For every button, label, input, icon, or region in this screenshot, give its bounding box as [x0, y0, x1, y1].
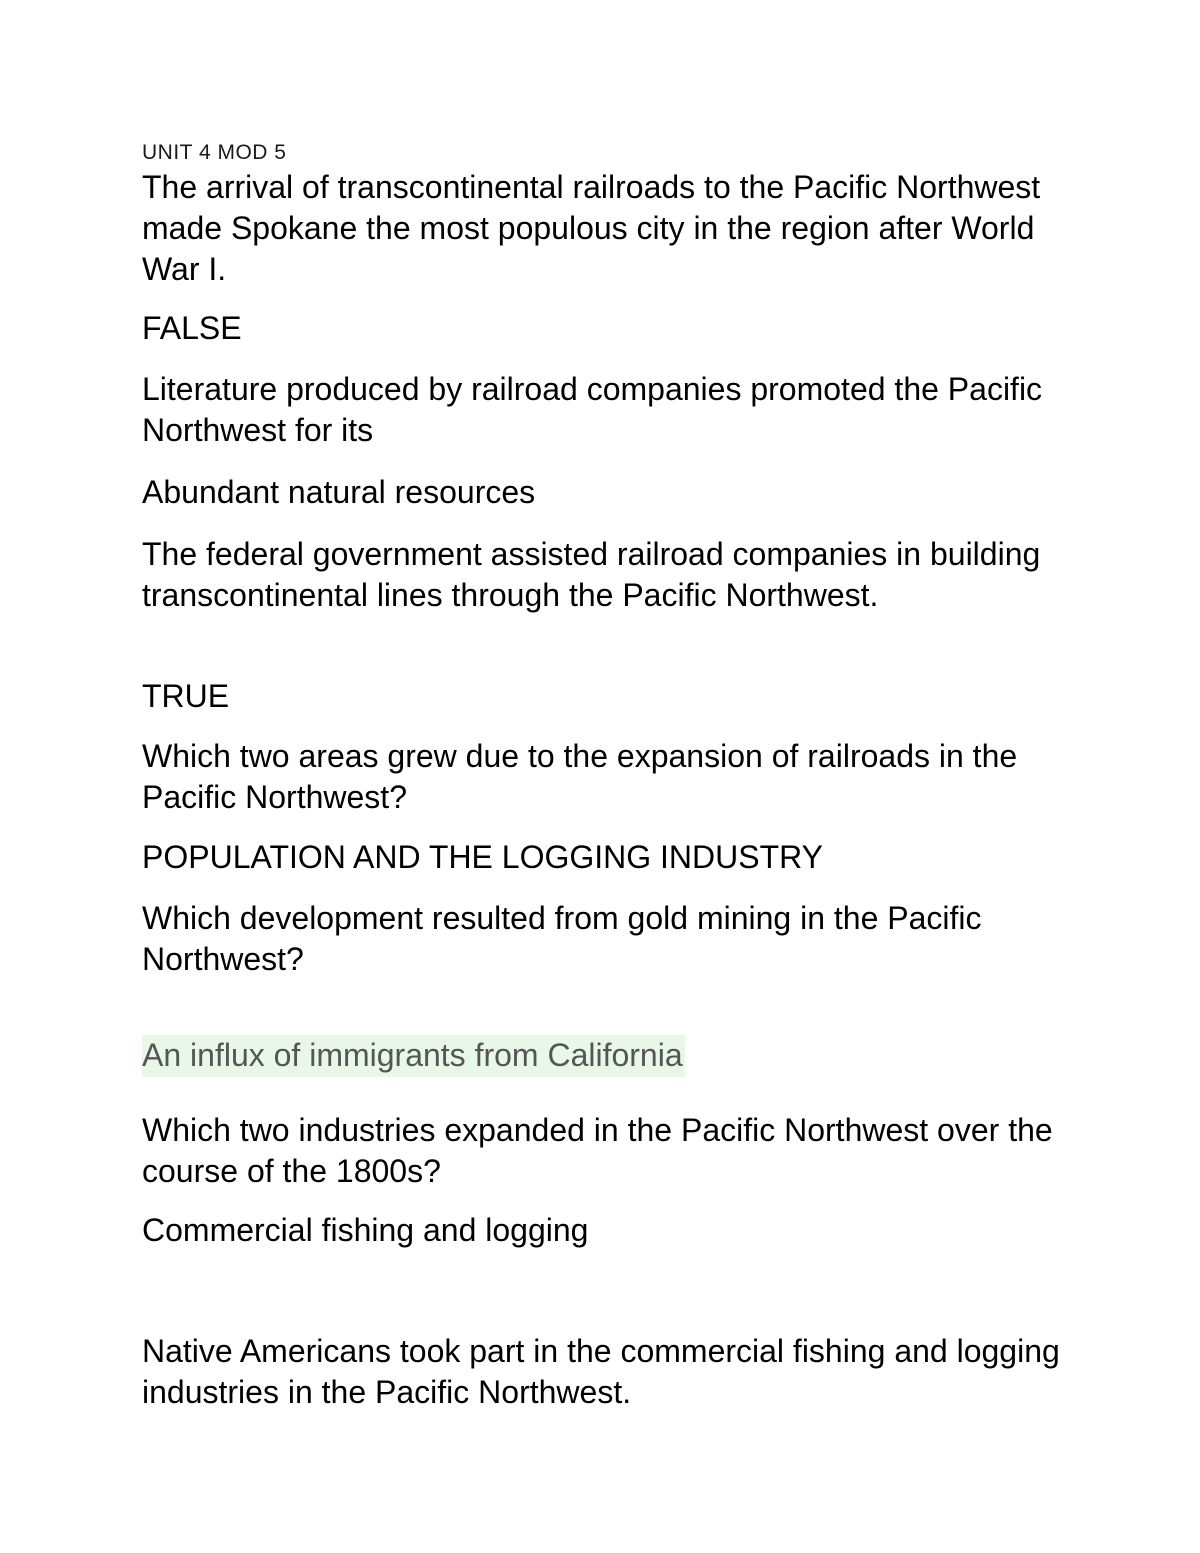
- answer-natural-resources: Abundant natural resources: [142, 474, 536, 510]
- question-gold-mining: Which development resulted from gold mining in the Pacific Northwest?: [142, 900, 982, 977]
- answer-influx-highlighted: [142, 1035, 1082, 1076]
- question-two-industries: Which two industries expanded in the Pacific Northwest over the course of the 1800s?: [142, 1112, 1053, 1189]
- document-heading: UNIT 4 MOD 5: [142, 141, 287, 164]
- highlighted-text: An influx of immigrants from California: [142, 1035, 685, 1077]
- question-federal-government: The federal government assisted railroad companies in building transcontinental lines through the Pacific Northwest.: [142, 536, 1041, 613]
- answer-false: FALSE: [142, 310, 242, 346]
- answer-population-logging: POPULATION AND THE LOGGING INDUSTRY: [142, 839, 824, 875]
- question-two-areas: Which two areas grew due to the expansion of railroads in the Pacific Northwest?: [142, 738, 1018, 815]
- answer-true: TRUE: [142, 678, 230, 714]
- question-literature: Literature produced by railroad companies promoted the Pacific Northwest for its: [142, 371, 1043, 448]
- question-spokane: The arrival of transcontinental railroads to the Pacific Northwest made Spokane the most populous city in the region after World War I.: [142, 169, 1041, 287]
- answer-fishing-logging: Commercial fishing and logging: [142, 1212, 589, 1248]
- statement-native-americans: Native Americans took part in the commercial fishing and logging industries in the Pacific Northwest.: [142, 1333, 1060, 1410]
